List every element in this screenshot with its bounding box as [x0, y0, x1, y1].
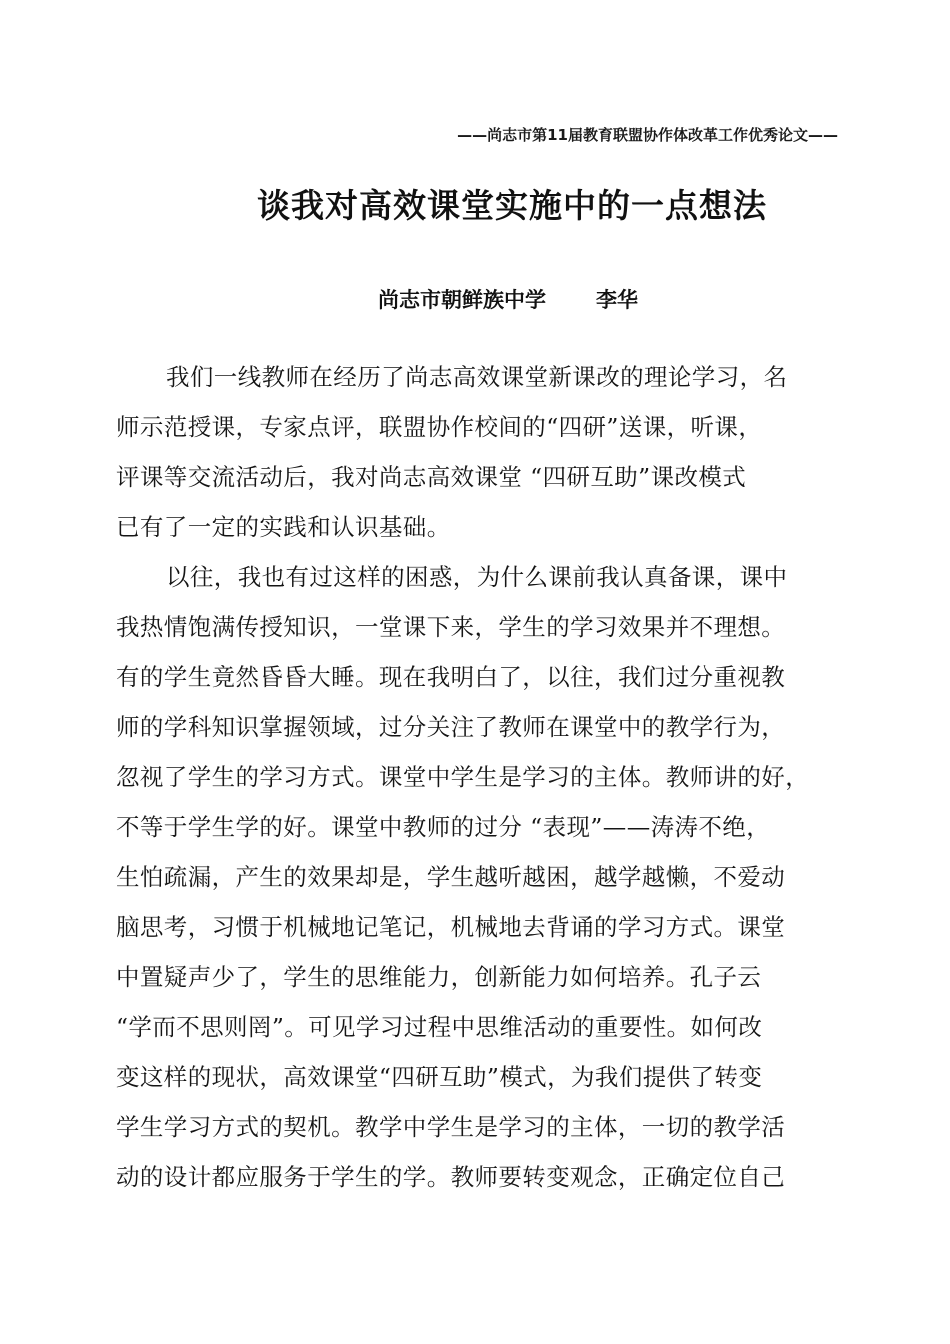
text-line: 学生学习方式的契机。教学中学生是学习的主体，一切的教学活 [116, 1113, 786, 1141]
text-line: 变这样的现状，高效课堂“四研互助”模式，为我们提供了转变 [116, 1063, 763, 1091]
text-line: 中置疑声少了，学生的思维能力，创新能力如何培养。孔子云 [116, 963, 762, 991]
text-line: 我们一线教师在经历了尚志高效课堂新课改的理论学习，名 [166, 363, 788, 391]
author-school: 尚志市朝鲜族中学 [378, 288, 546, 312]
text-line: 有的学生竟然昏昏大睡。现在我明白了，以往，我们过分重视教 [116, 663, 786, 691]
paragraph-2 [116, 552, 836, 1202]
text-line: 不等于学生学的好。课堂中教师的过分 “表现”——涛涛不绝， [116, 813, 771, 841]
text-line: 师示范授课，专家点评，联盟协作校间的“四研”送课，听课， [116, 413, 763, 441]
text-line: 已有了一定的实践和认识基础。 [116, 513, 451, 541]
text-line: 生怕疏漏，产生的效果却是，学生越听越困，越学越懒，不爱动 [116, 863, 786, 891]
author-name: 李华 [596, 288, 638, 312]
text-line: 评课等交流活动后，我对尚志高效课堂 “四研互助”课改模式 [116, 463, 747, 491]
paragraph-1 [116, 352, 836, 552]
author-byline [0, 284, 950, 314]
text-line: 以往，我也有过这样的困惑，为什么课前我认真备课，课中 [166, 563, 788, 591]
page-title: 谈我对高效课堂实施中的一点想法 [257, 186, 767, 225]
header-note: ——尚志市第11届教育联盟协作体改革工作优秀论文—— [457, 126, 838, 144]
text-line: 脑思考，习惯于机械地记笔记，机械地去背诵的学习方式。课堂 [116, 913, 786, 941]
text-line: 忽视了学生的学习方式。课堂中学生是学习的主体。教师讲的好， [116, 763, 810, 791]
article-body [116, 352, 836, 1202]
text-line: 我热情饱满传授知识，一堂课下来，学生的学习效果并不理想。 [116, 613, 786, 641]
text-line: 动的设计都应服务于学生的学。教师要转变观念，正确定位自己 [116, 1163, 786, 1191]
text-line: “学而不思则罔”。可见学习过程中思维活动的重要性。如何改 [116, 1013, 763, 1041]
text-line: 师的学科知识掌握领域，过分关注了教师在课堂中的教学行为， [116, 713, 786, 741]
